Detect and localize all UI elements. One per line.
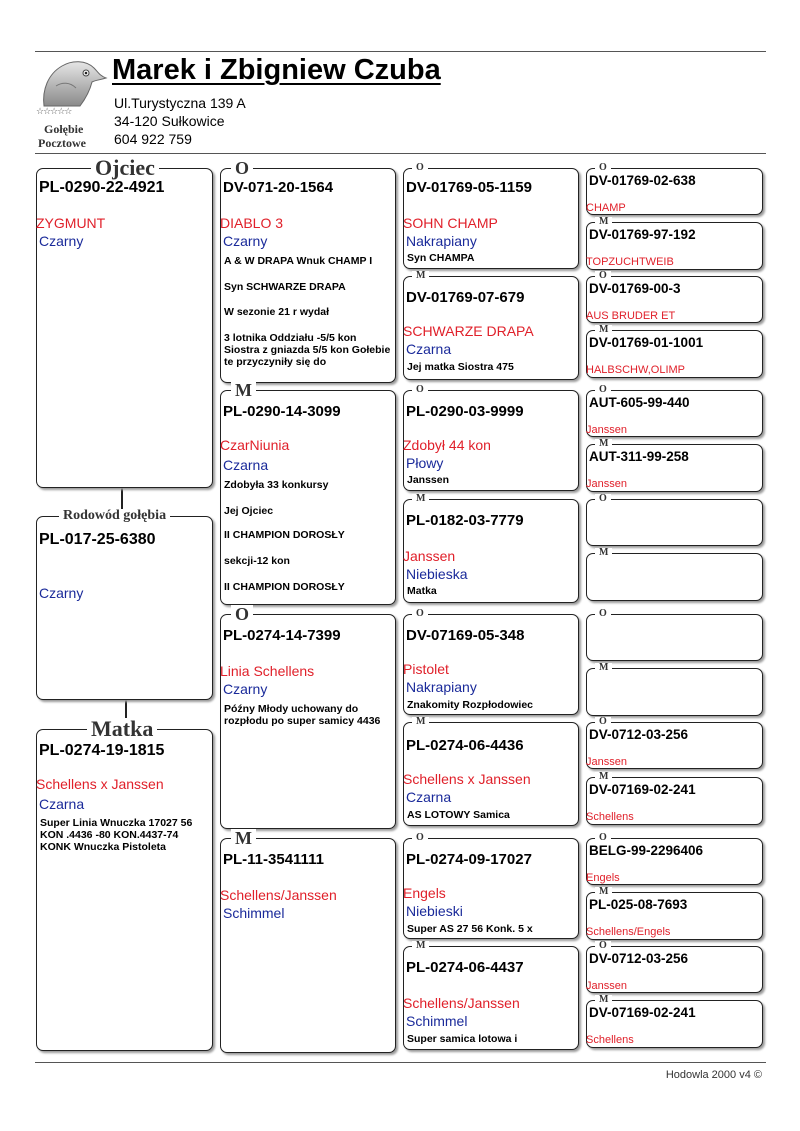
pigeon-name: Pistolet — [403, 661, 449, 677]
pigeon-color: Nakrapiany — [406, 233, 477, 249]
ring-number: DV-01769-07-679 — [406, 289, 525, 306]
logo — [36, 56, 108, 148]
pigeon-role-label: M — [595, 439, 612, 449]
pigeon-card-dd[interactable] — [220, 828, 396, 1053]
pigeon-name: CzarNiunia — [220, 437, 290, 453]
ring-number: PL-025-08-7693 — [589, 897, 688, 912]
ring-number: AUT-605-99-440 — [589, 395, 690, 410]
pigeon-role-label: Ojciec — [91, 157, 159, 179]
address-street: Ul.Turystyczna 139 A — [114, 95, 246, 111]
pigeon-role-label: M — [412, 271, 429, 281]
pigeon-role-label: M — [595, 217, 612, 227]
footer-credit: Hodowla 2000 v4 © — [665, 1069, 762, 1081]
pigeon-name: Linia Schellens — [220, 663, 315, 679]
ring-number: PL-0290-14-3099 — [223, 403, 341, 420]
pigeon-role-label: O — [412, 163, 428, 173]
pigeon-head-icon — [36, 56, 108, 108]
pigeon-role-label: M — [595, 663, 612, 673]
pigeon-color: Czarna — [406, 789, 452, 805]
pigeon-color: Nakrapiany — [406, 679, 477, 695]
pigeon-note: Janssen — [407, 474, 450, 486]
pigeon-role-label: M — [595, 995, 612, 1005]
pigeon-name: DIABLO 3 — [220, 215, 284, 231]
pigeon-card-g4[interactable] — [586, 324, 763, 378]
breeder-name: Marek i Zbigniew Czuba — [112, 54, 441, 86]
pigeon-card-g2[interactable] — [586, 216, 763, 270]
bottom-rule — [35, 1062, 766, 1063]
ring-number: DV-0712-03-256 — [589, 727, 689, 742]
pigeon-card-dss[interactable] — [403, 608, 579, 715]
pigeon-role-label: O — [595, 609, 611, 619]
pigeon-role-label: M — [412, 717, 429, 727]
ring-number: DV-07169-02-241 — [589, 782, 696, 797]
pigeon-note: AS LOTOWY Samica — [407, 809, 510, 821]
pigeon-role-label: O — [412, 385, 428, 395]
ring-number: PL-0274-06-4436 — [406, 737, 524, 754]
pigeon-name: Schellens/Engels — [586, 926, 671, 938]
pigeon-card-g9[interactable] — [586, 608, 763, 661]
pigeon-role-label: O — [595, 271, 611, 281]
pigeon-card-ssd[interactable] — [403, 270, 579, 380]
pigeon-color: Czarny — [39, 585, 84, 601]
pigeon-card-sss[interactable] — [403, 162, 579, 269]
pigeon-note: sekcji-12 kon — [224, 555, 290, 567]
pigeon-name: AUS BRUDER ET — [586, 310, 676, 322]
pigeon-card-g3[interactable] — [586, 270, 763, 323]
pigeon-role-label: M — [412, 941, 429, 951]
top-rule — [35, 51, 766, 52]
pigeon-role-label: M — [595, 325, 612, 335]
pigeon-card-g6[interactable] — [586, 438, 763, 492]
ring-number: PL-0290-03-9999 — [406, 403, 524, 420]
pigeon-card-ss[interactable] — [220, 158, 396, 383]
pigeon-name: Schellens x Janssen — [403, 771, 531, 787]
pigeon-note: Jej matka Siostra 475 — [407, 361, 514, 373]
pigeon-role-label: O — [412, 833, 428, 843]
pigeon-name: Janssen — [586, 424, 627, 436]
pigeon-name: Schellens — [586, 811, 634, 823]
pigeon-note: Zdobyła 33 konkursy — [224, 479, 329, 491]
pigeon-role-label: M — [595, 887, 612, 897]
ring-number: AUT-311-99-258 — [589, 449, 689, 464]
pigeon-role-label: Matka — [87, 718, 157, 740]
pigeon-name: TOPZUCHTWEIB — [586, 256, 674, 268]
phone-number: 604 922 759 — [114, 131, 192, 147]
pigeon-card-g10[interactable] — [586, 662, 763, 716]
pigeon-role-label: O — [231, 159, 253, 177]
ring-number: PL-0274-14-7399 — [223, 627, 341, 644]
ring-number: DV-01769-01-1001 — [589, 335, 704, 350]
pigeon-note: Znakomity Rozpłodowiec — [407, 699, 534, 711]
pigeon-card-ddd[interactable] — [403, 940, 579, 1050]
pigeon-card-g11[interactable] — [586, 716, 763, 769]
logo-text-line1: Gołębie — [44, 122, 84, 136]
pigeon-role-label: M — [595, 548, 612, 558]
pigeon-note: Super Linia Wnuczka 17027 56 KON .4436 -80 KON.4437-74 KONK Wnuczka Pistoleta — [40, 817, 193, 853]
pigeon-color: Niebieska — [406, 566, 468, 582]
ring-number: DV-07169-02-241 — [589, 1005, 696, 1020]
ring-number: PL-0274-06-4437 — [406, 959, 524, 976]
pigeon-role-label: O — [595, 494, 611, 504]
pigeon-color: Czarny — [223, 681, 268, 697]
ring-number: PL-11-3541111 — [223, 851, 324, 868]
ring-number: BELG-99-2296406 — [589, 843, 704, 858]
pigeon-card-sd[interactable] — [220, 380, 396, 605]
pigeon-role-label: M — [231, 829, 256, 847]
pigeon-name: Janssen — [403, 548, 456, 564]
logo-text-line2: Pocztowe — [38, 136, 86, 150]
pigeon-note: II CHAMPION DOROSŁY — [224, 529, 345, 541]
pigeon-card-g13[interactable] — [586, 832, 763, 885]
pigeon-role-label: Rodowód gołębia — [59, 509, 170, 523]
pigeon-name: Janssen — [586, 756, 627, 768]
ring-number: DV-01769-97-192 — [589, 227, 696, 242]
pigeon-name: HALBSCHW,OLIMP — [586, 364, 686, 376]
pigeon-note: Późny Młody uchowany do rozpłodu po super samicy 4436 — [224, 703, 381, 727]
pigeon-card-g15[interactable] — [586, 940, 763, 993]
address-city: 34-120 Sułkowice — [114, 113, 225, 129]
pigeon-card-g7[interactable] — [586, 493, 763, 546]
ring-number: DV-0712-03-256 — [589, 951, 689, 966]
pigeon-name: Zdobył 44 kon — [403, 437, 491, 453]
ring-number: PL-0290-22-4921 — [39, 179, 165, 196]
pigeon-card-dds[interactable] — [403, 832, 579, 939]
pigeon-name: SCHWARZE DRAPA — [403, 323, 534, 339]
pigeon-name: Schellens/Janssen — [220, 887, 337, 903]
pigeon-card-subject[interactable] — [36, 508, 213, 700]
pigeon-role-label: O — [595, 163, 611, 173]
pigeon-name: SOHN CHAMP — [403, 215, 498, 231]
pigeon-name: ZYGMUNT — [36, 215, 106, 231]
pigeon-role-label: O — [595, 385, 611, 395]
pigeon-card-dam[interactable] — [36, 716, 213, 1051]
pigeon-role-label: O — [595, 717, 611, 727]
pigeon-note: Matka — [407, 585, 437, 597]
ring-number: PL-0274-19-1815 — [39, 742, 165, 759]
ring-number: PL-0182-03-7779 — [406, 512, 524, 529]
pigeon-color: Niebieski — [406, 903, 463, 919]
pigeon-role-label: M — [595, 772, 612, 782]
pigeon-name: Janssen — [586, 980, 627, 992]
pigeon-color: Schimmel — [223, 905, 285, 921]
pigeon-name: Schellens — [586, 1034, 634, 1046]
pigeon-note: A & W DRAPA Wnuk CHAMP I — [224, 255, 373, 267]
pigeon-name: Janssen — [586, 478, 627, 490]
pigeon-name: Schellens x Janssen — [36, 776, 164, 792]
pigeon-name: Engels — [403, 885, 446, 901]
pigeon-note: Syn SCHWARZE DRAPA — [224, 281, 346, 293]
pigeon-card-g14[interactable] — [586, 886, 763, 940]
pigeon-note: W sezonie 21 r wydał — [224, 306, 330, 318]
pigeon-card-ds[interactable] — [220, 604, 396, 829]
pigeon-card-g5[interactable] — [586, 384, 763, 437]
pigeon-color: Płowy — [406, 455, 444, 471]
ring-number: DV-071-20-1564 — [223, 179, 334, 196]
ring-number: DV-01769-00-3 — [589, 281, 681, 296]
pigeon-role-label: M — [412, 494, 429, 504]
pigeon-role-label: M — [231, 381, 256, 399]
ring-number: DV-01769-05-1159 — [406, 179, 532, 196]
pigeon-card-g8[interactable] — [586, 547, 763, 601]
pigeon-role-label: O — [595, 833, 611, 843]
pigeon-card-g1[interactable] — [586, 162, 763, 215]
pigeon-color: Czarna — [39, 796, 85, 812]
pigeon-color: Czarna — [223, 457, 269, 473]
pigeon-note: Jej Ojciec — [224, 505, 274, 517]
pigeon-name: Engels — [586, 872, 620, 884]
pigeon-color: Czarny — [223, 233, 268, 249]
pigeon-color: Czarna — [406, 341, 452, 357]
pigeon-role-label: O — [595, 941, 611, 951]
pigeon-name: CHAMP — [586, 202, 626, 214]
pigeon-note: Super samica lotowa i — [407, 1033, 518, 1045]
ring-number: DV-01769-02-638 — [589, 173, 696, 188]
pigeon-card-g12[interactable] — [586, 771, 763, 825]
ring-number: PL-0274-09-17027 — [406, 851, 532, 868]
pigeon-card-g16[interactable] — [586, 994, 763, 1048]
pigeon-color: Schimmel — [406, 1013, 468, 1029]
pigeon-role-label: O — [412, 609, 428, 619]
pigeon-role-label: O — [231, 605, 253, 623]
ring-number: PL-017-25-6380 — [39, 531, 156, 548]
pigeon-note: II CHAMPION DOROSŁY — [224, 581, 345, 593]
pigeon-card-sire[interactable] — [36, 155, 213, 488]
ring-number: DV-07169-05-348 — [406, 627, 525, 644]
pigeon-card-dsd[interactable] — [403, 716, 579, 826]
header-rule — [35, 153, 766, 154]
pigeon-note: 3 lotnika Oddziału -5/5 kon Siostra z gniazda 5/5 kon Gołebie te przyczyniły się do — [224, 332, 391, 368]
pigeon-card-sdd[interactable] — [403, 493, 579, 603]
pigeon-color: Czarny — [39, 233, 84, 249]
pigeon-note: Super AS 27 56 Konk. 5 x — [407, 923, 533, 935]
pigeon-name: Schellens/Janssen — [403, 995, 520, 1011]
pigeon-note: Syn CHAMPA — [407, 252, 475, 264]
pigeon-card-sds[interactable] — [403, 384, 579, 491]
stars-decoration: ☆☆☆☆☆ — [36, 106, 72, 116]
